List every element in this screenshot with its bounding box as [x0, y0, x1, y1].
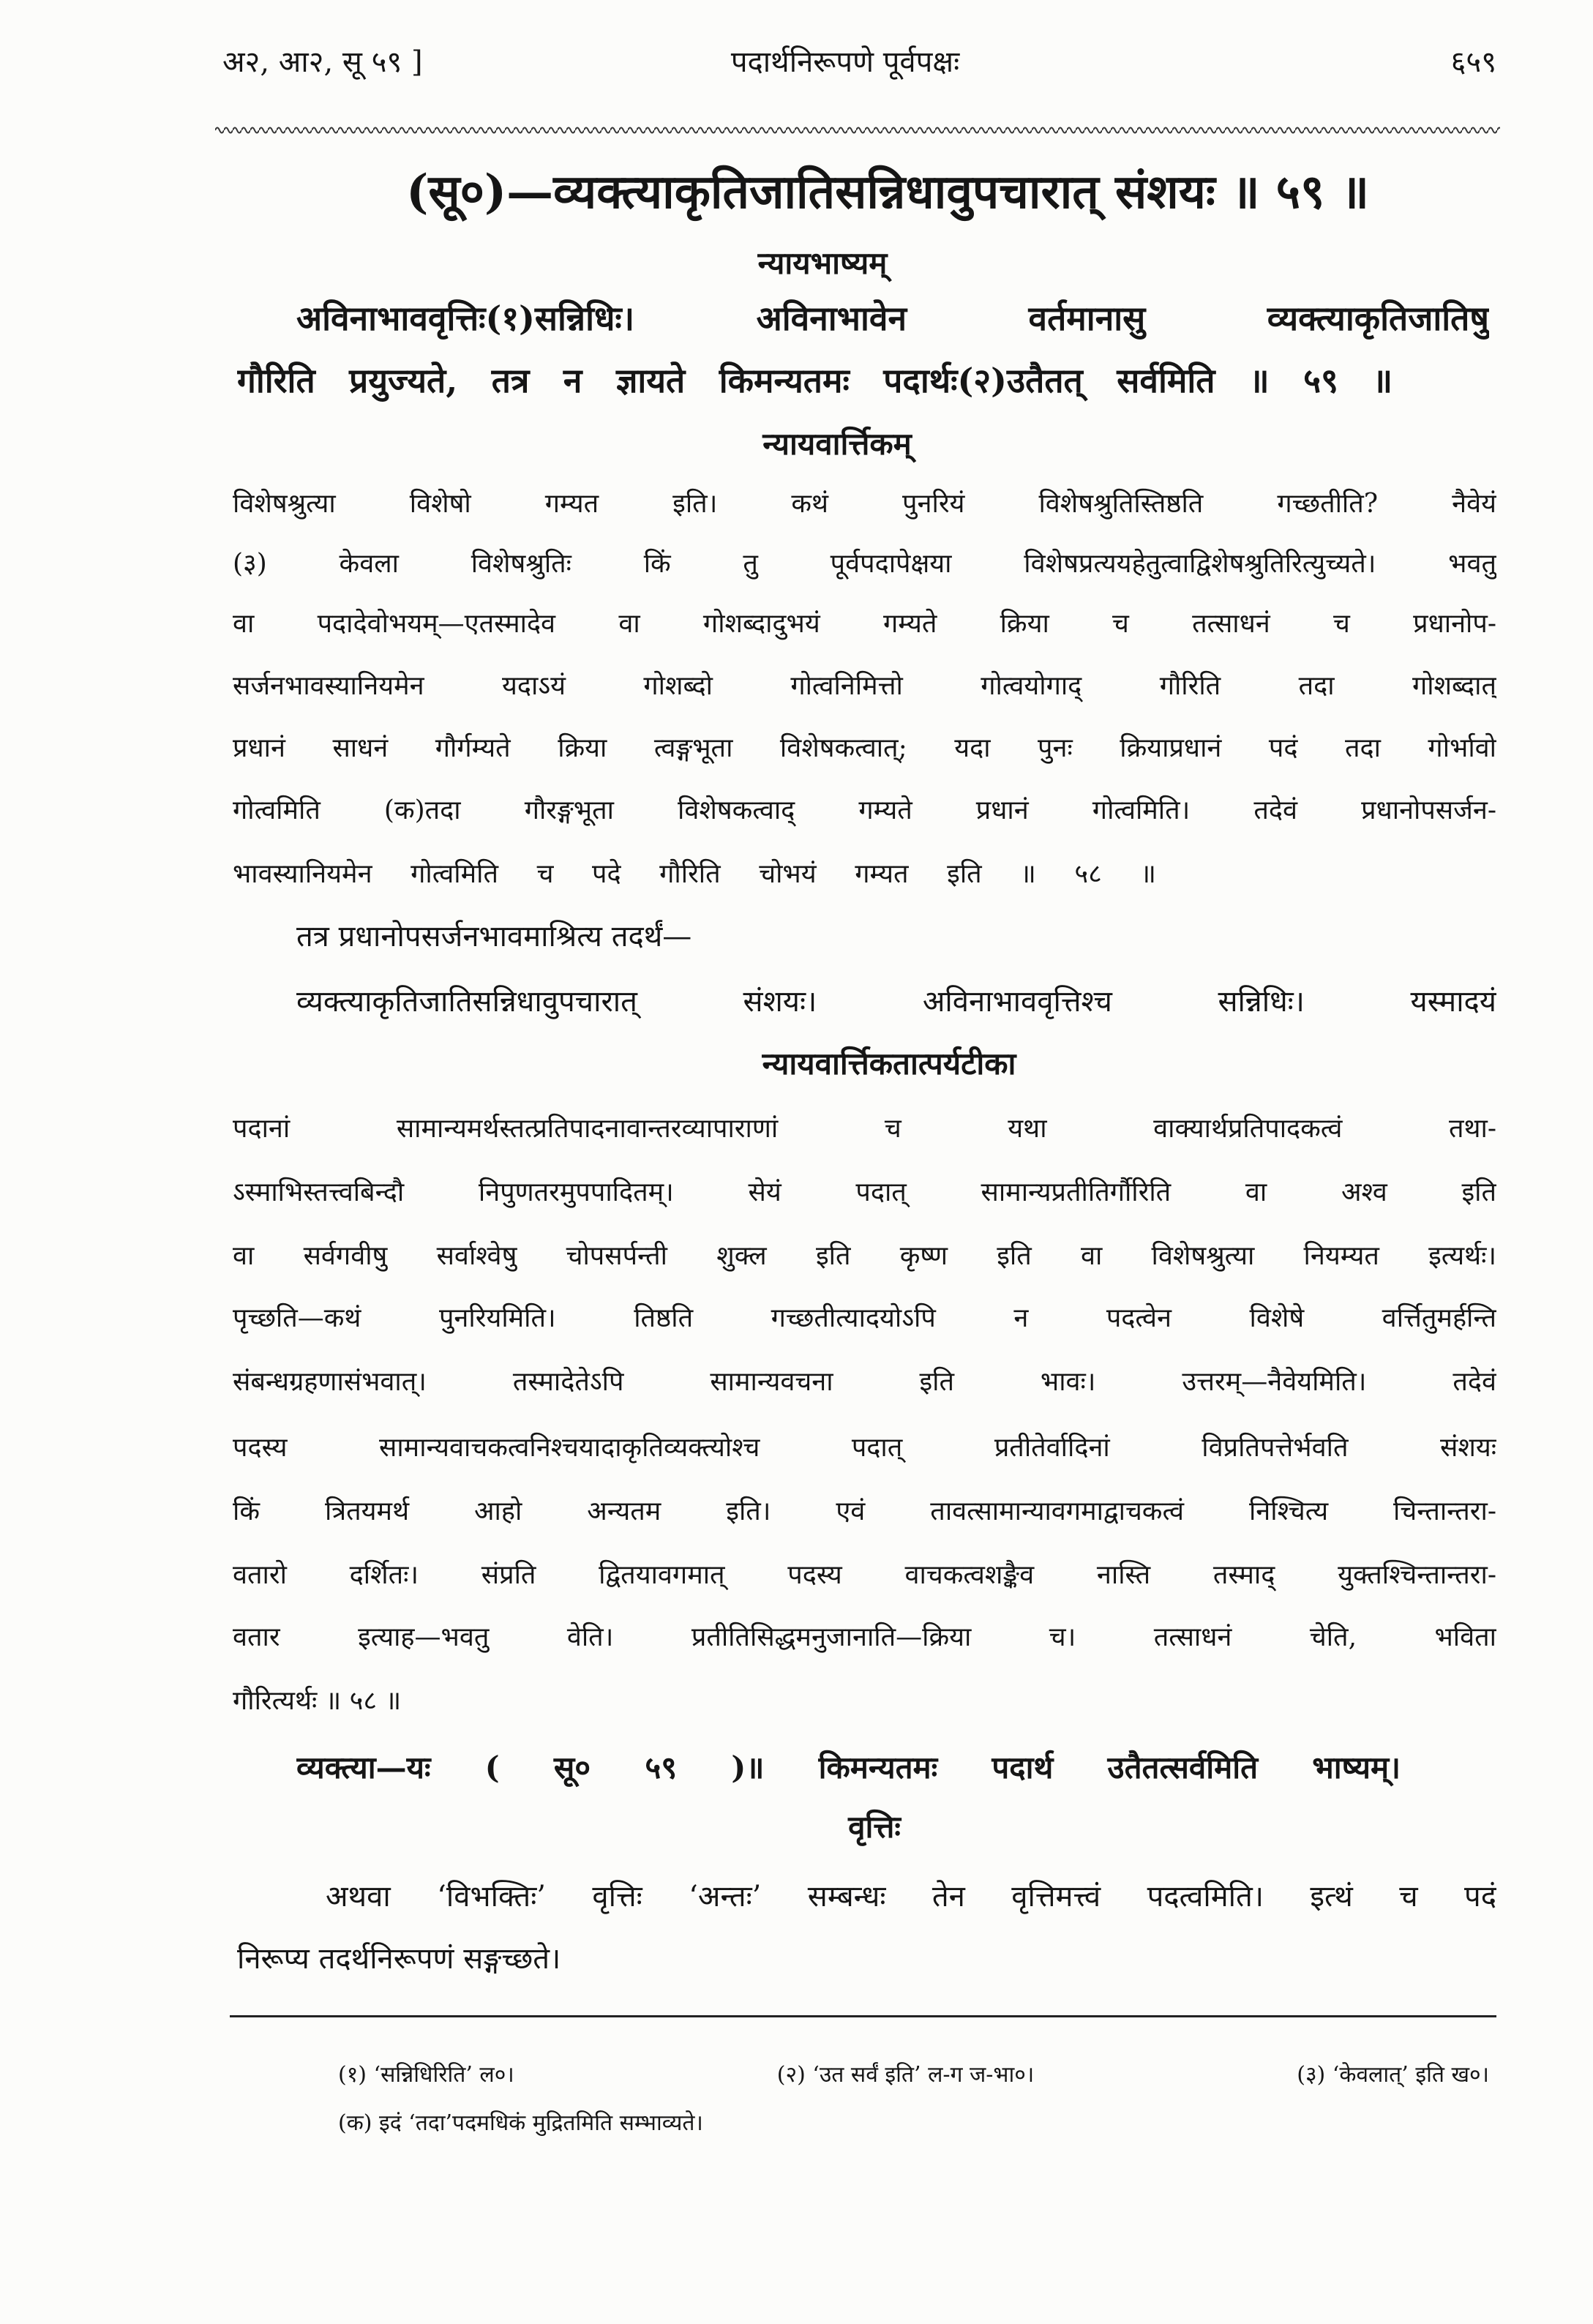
tika-heading: न्यायवार्त्तिकतात्पर्यटीका	[762, 1046, 1016, 1082]
tika-pratika-line: व्यक्त्या—यः ( सू० ५९ )॥ किमन्यतमः पदार्थ उतैतत्सर्वमिति भाष्यम्।	[296, 1750, 1401, 1785]
vartika-line: विशेषश्रुत्या विशेषो गम्यत इति। कथं पुनरियं विशेषश्रुतिस्तिष्ठति गच्छतीति? नैवेयं	[233, 489, 1496, 519]
footnote-rule	[230, 2015, 1496, 2017]
vartika-line: प्रधानं साधनं गौर्गम्यते क्रिया त्वङ्गभूता विशेषकत्वात्; यदा पुनः क्रियाप्रधानं पदं तदा गोर्भावो	[233, 733, 1496, 763]
vartika-line: भावस्यानियमेन गोत्वमिति च पदे गौरिति चोभयं गम्यत इति ॥ ५८ ॥	[233, 859, 1156, 889]
tika-line: पदस्य सामान्यवाचकत्वनिश्चयादाकृतिव्यक्त्योश्च पदात् प्रतीतेर्वादिनां विप्रतिपत्तेर्भवति संशयः	[233, 1433, 1496, 1463]
tika-line: ऽस्माभिस्तत्त्वबिन्दौ निपुणतरमुपपादितम्। सेयं पदात् सामान्यप्रतीतिर्गौरिति वा अश्व इति	[233, 1177, 1496, 1207]
footnote-ka: (क) इदं ‘तदा’पदमधिकं मुद्रितमिति सम्भाव्यते।	[338, 2110, 703, 2136]
tika-line: संबन्धग्रहणासंभवात्। तस्मादेतेऽपि सामान्यवचना इति भावः। उत्तरम्—नैवेयमिति। तदेवं	[233, 1367, 1496, 1397]
footnote-1: (१) ‘सन्निधिरिति’ ल०।	[338, 2062, 514, 2088]
bhashya-line: गौरिति प्रयुज्यते, तत्र न ज्ञायते किमन्यतमः पदार्थः(२)उतैतत् सर्वमिति ॥ ५९ ॥	[237, 361, 1393, 400]
vritti-line: अथवा ‘विभक्तिः’ वृत्तिः ‘अन्तः’ सम्बन्धः तेन वृत्तिमत्त्वं पदत्वमिति। इत्थं च पदं	[326, 1880, 1496, 1913]
bhashya-line: अविनाभाववृत्तिः(१)सन्निधिः। अविनाभावेन वर्तमानासु व्यक्त्याकृतिजातिषु	[296, 299, 1489, 338]
sutra-title: (सू०)—व्यक्त्याकृतिजातिसन्निधावुपचारात् संशयः ॥ ५९ ॥	[406, 165, 1369, 220]
vartika-heading: न्यायवार्त्तिकम्	[762, 426, 912, 462]
vartika-intro: तत्र प्रधानोपसर्जनभावमाश्रित्य तदर्थं—	[296, 920, 692, 953]
tika-line: पदानां सामान्यमर्थस्तत्प्रतिपादनावान्तरव्यापाराणां च यथा वाक्यार्थप्रतिपादकत्वं तथा-	[233, 1114, 1496, 1144]
page-number: ६५९	[1450, 45, 1496, 79]
running-title: पदार्थनिरूपणे पूर्वपक्षः	[730, 45, 960, 79]
tika-line: वतार इत्याह—भवतु वेति। प्रतीतिसिद्धमनुजानाति—क्रिया च। तत्साधनं चेति, भविता	[233, 1622, 1496, 1652]
bhashya-heading: न्यायभाष्यम्	[757, 245, 888, 281]
tika-line: किं त्रितयमर्थ आहो अन्यतम इति। एवं तावत्सामान्यावगमाद्वाचकत्वं निश्चित्य चिन्तान्तरा-	[233, 1496, 1496, 1526]
vartika-sutra-line: व्यक्त्याकृतिजातिसन्निधावुपचारात् संशयः। अविनाभाववृत्तिश्च सन्निधिः। यस्मादयं	[296, 985, 1496, 1019]
section-reference: अ२, आ२, सू ५९ ]	[222, 45, 423, 79]
tika-line: वतारो दर्शितः। संप्रति द्वितयावगमात् पदस्य वाचकत्वशङ्कैव नास्ति तस्माद् युक्तश्चिन्तान्तरा-	[233, 1560, 1496, 1590]
vartika-line: वा पदादेवोभयम्—एतस्मादेव वा गोशब्दादुभयं गम्यते क्रिया च तत्साधनं च प्रधानोप-	[233, 609, 1496, 639]
tika-line: गौरित्यर्थः ॥ ५८ ॥	[233, 1686, 402, 1716]
footnote-3: (३) ‘केवलात्’ इति ख०।	[1297, 2062, 1489, 2088]
vritti-line: निरूप्य तदर्थनिरूपणं सङ्गच्छते।	[237, 1942, 561, 1976]
vritti-heading: वृत्तिः	[848, 1809, 901, 1845]
vartika-line: (३) केवला विशेषश्रुतिः किं तु पूर्वपदापेक्षया विशेषप्रत्ययहेतुत्वाद्विशेषश्रुतिरित्युच्यते। भवतु	[233, 549, 1496, 579]
footnote-row	[338, 2057, 1489, 2094]
wavy-header-rule	[215, 123, 1500, 138]
tika-line: पृच्छति—कथं पुनरियमिति। तिष्ठति गच्छतीत्यादयोऽपि न पदत्वेन विशेषे वर्त्तितुमर्हन्ति	[233, 1303, 1496, 1333]
tika-line: वा सर्वगवीषु सर्वाश्वेषु चोपसर्पन्ती शुक्ल इति कृष्ण इति वा विशेषश्रुत्या नियम्यत इत्यर्थः।	[233, 1241, 1496, 1271]
footnote-2: (२) ‘उत सर्वं इति’ ल-ग ज-भा०।	[776, 2062, 1035, 2088]
vartika-line: गोत्वमिति (क)तदा गौरङ्गभूता विशेषकत्वाद् गम्यते प्रधानं गोत्वमिति। तदेवं प्रधानोपसर्जन-	[233, 795, 1496, 825]
vartika-line: सर्जनभावस्यानियमेन यदाऽयं गोशब्दो गोत्वनिमित्तो गोत्वयोगाद् गौरिति तदा गोशब्दात्	[233, 671, 1496, 701]
